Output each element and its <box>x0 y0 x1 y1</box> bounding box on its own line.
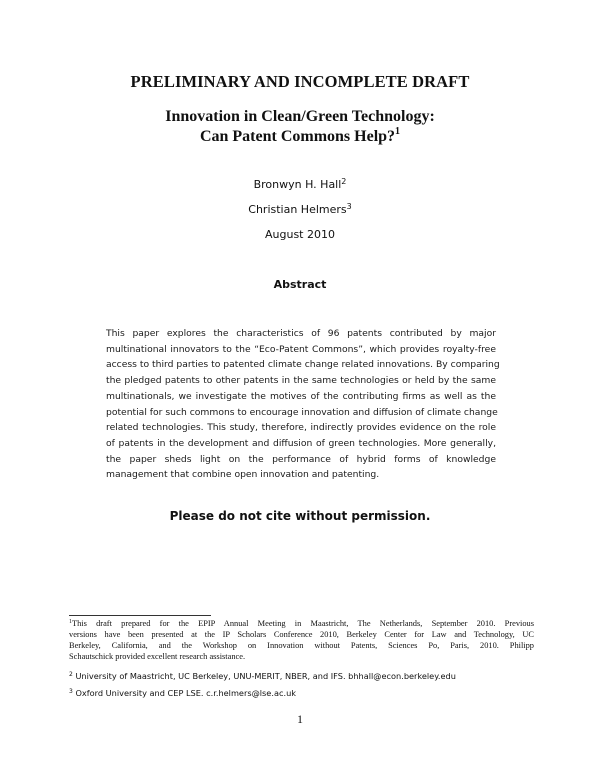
abstract-line: potential for such commons to encourage innovation and diffusion of climate change <box>106 406 498 418</box>
footnote-1-line: Schautschick provided excellent research assistance. <box>69 652 246 662</box>
title-footnote-mark: 1 <box>395 126 401 137</box>
abstract-line: management that combine open innovation and patenting. <box>106 469 380 481</box>
abstract-line: related technologies. This study, therefore, indirectly provides evidence on the role <box>106 422 496 434</box>
paper-title-line-2-text: Can Patent Commons Help? <box>199 128 396 145</box>
footnote-1 <box>69 618 534 662</box>
footnote-1-line: versions have been presented at the IP Scholars Conference 2010, Berkeley Center for Law and Technology, UC <box>69 630 534 640</box>
footnote-1-line: Berkeley, California, and the Workshop on Innovation without Patents, Sciences Po, Paris, 2010. Philipp <box>69 641 534 651</box>
abstract-body <box>106 326 500 483</box>
footnote-1-line <box>69 618 534 629</box>
author-2-mark: 3 <box>346 202 352 211</box>
paper-title-line-2 <box>0 127 600 147</box>
publication-date: August 2010 <box>265 228 335 241</box>
footnote-3-mark: 3 <box>69 688 73 695</box>
abstract-line: the paper sheds light on the performance of hybrid forms of knowledge <box>106 453 496 465</box>
footnote-1-line-1-text: This draft prepared for the EPIP Annual Meeting in Maastricht, The Netherlands, September 2010. Previous <box>72 619 534 628</box>
paper-title <box>0 107 600 147</box>
author-2-name: Christian Helmers <box>248 203 347 216</box>
footnote-rule <box>69 615 211 616</box>
footnote-2-text: University of Maastricht, UC Berkeley, UNU-MERIT, NBER, and IFS. bhhall@econ.berkeley.edu <box>75 671 456 681</box>
citation-notice: Please do not cite without permission. <box>169 509 431 523</box>
author-1-name: Bronwyn H. Hall <box>253 178 342 191</box>
abstract-line: access to third parties to patented climate change related innovations. By comparing <box>106 359 500 371</box>
footnote-2-mark: 2 <box>69 671 73 678</box>
footnote-3 <box>69 688 534 698</box>
abstract-line: multinationals, we investigate the motives of the contributing firms as well as the <box>106 390 496 402</box>
abstract-line: multinational innovators to the “Eco-Patent Commons”, which provides royalty-free <box>106 343 496 355</box>
draft-label: PRELIMINARY AND INCOMPLETE DRAFT <box>130 72 470 91</box>
abstract-heading: Abstract <box>273 278 327 291</box>
footnote-3-text: Oxford University and CEP LSE. c.r.helmers@lse.ac.uk <box>75 688 297 698</box>
abstract-line: of patents in the development and diffusion of green technologies. More generally, <box>106 437 496 449</box>
author-2 <box>0 203 600 216</box>
paper-title-line-1: Innovation in Clean/Green Technology: <box>165 108 435 125</box>
footnote-2 <box>69 671 534 681</box>
author-1-mark: 2 <box>341 177 347 186</box>
footnote-1-mark: 1 <box>69 619 72 625</box>
author-1 <box>0 178 600 191</box>
abstract-line: This paper explores the characteristics of 96 patents contributed by major <box>106 328 496 339</box>
page-number: 1 <box>297 712 303 726</box>
abstract-line: the pledged patents to other patents in the same technologies or held by the same <box>106 375 496 387</box>
